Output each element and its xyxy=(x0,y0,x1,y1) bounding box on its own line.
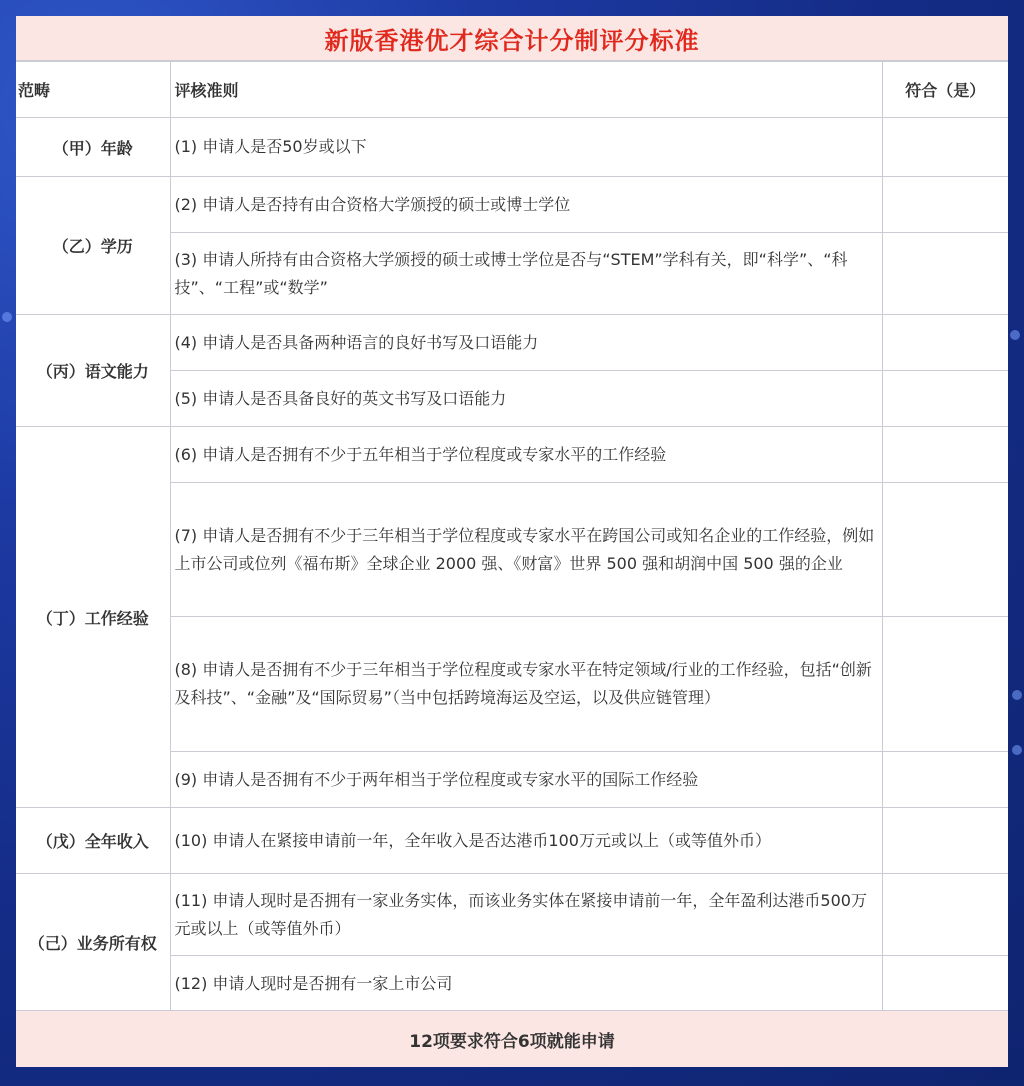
criterion-5: (5) 申请人是否具备良好的英文书写及口语能力 xyxy=(170,371,882,427)
table-row xyxy=(16,315,1008,371)
category-business-ownership: （己）业务所有权 xyxy=(16,874,170,1012)
category-work-experience: （丁）工作经验 xyxy=(16,427,170,808)
category-income: （戊）全年收入 xyxy=(16,808,170,874)
meets-cell xyxy=(882,808,1008,874)
criterion-10: (10) 申请人在紧接申请前一年，全年收入是否达港币100万元或以上（或等值外币） xyxy=(170,808,882,874)
decorative-dot xyxy=(2,312,12,322)
scoring-sheet xyxy=(16,16,1008,1066)
criterion-6: (6) 申请人是否拥有不少于五年相当于学位程度或专家水平的工作经验 xyxy=(170,427,882,483)
criteria-table xyxy=(16,61,1008,1012)
criterion-9: (9) 申请人是否拥有不少于两年相当于学位程度或专家水平的国际工作经验 xyxy=(170,752,882,808)
category-age: （甲）年龄 xyxy=(16,118,170,177)
meets-cell xyxy=(882,371,1008,427)
meets-cell xyxy=(882,483,1008,617)
criterion-12: (12) 申请人现时是否拥有一家上市公司 xyxy=(170,956,882,1012)
table-header-row xyxy=(16,62,1008,118)
table-row xyxy=(16,427,1008,483)
meets-cell xyxy=(882,177,1008,233)
decorative-dot xyxy=(1010,330,1020,340)
meets-cell xyxy=(882,617,1008,752)
criterion-8: (8) 申请人是否拥有不少于三年相当于学位程度或专家水平在特定领域/行业的工作经验，包括“创新及科技”、“金融”及“国际贸易”（当中包括跨境海运及空运，以及供应链管理） xyxy=(170,617,882,752)
table-row xyxy=(16,177,1008,233)
criterion-11: (11) 申请人现时是否拥有一家业务实体，而该业务实体在紧接申请前一年，全年盈利达港币500万元或以上（或等值外币） xyxy=(170,874,882,956)
footer-note: 12项要求符合6项就能申请 xyxy=(409,1031,615,1052)
criterion-7: (7) 申请人是否拥有不少于三年相当于学位程度或专家水平在跨国公司或知名企业的工作经验，例如上市公司或位列《福布斯》全球企业 2000 强、《财富》世界 500 强和胡润中国 500 强的企业 xyxy=(170,483,882,617)
table-row xyxy=(16,808,1008,874)
title-bar xyxy=(16,16,1008,61)
category-education: （乙）学历 xyxy=(16,177,170,315)
meets-cell xyxy=(882,956,1008,1012)
header-meets: 符合（是） xyxy=(882,62,1008,118)
meets-cell xyxy=(882,233,1008,315)
table-row xyxy=(16,874,1008,956)
table-row xyxy=(16,118,1008,177)
meets-cell xyxy=(882,315,1008,371)
criterion-4: (4) 申请人是否具备两种语言的良好书写及口语能力 xyxy=(170,315,882,371)
decorative-dot xyxy=(1012,745,1022,755)
header-category: 范畴 xyxy=(16,62,170,118)
page-title: 新版香港优才综合计分制评分标准 xyxy=(324,26,700,55)
header-criteria: 评核准则 xyxy=(170,62,882,118)
criterion-3: (3) 申请人所持有由合资格大学颁授的硕士或博士学位是否与“STEM”学科有关，即“科学”、“科技”、“工程”或“数学” xyxy=(170,233,882,315)
meets-cell xyxy=(882,874,1008,956)
footer-bar xyxy=(16,1010,1008,1067)
meets-cell xyxy=(882,118,1008,177)
category-language: （丙）语文能力 xyxy=(16,315,170,427)
meets-cell xyxy=(882,752,1008,808)
meets-cell xyxy=(882,427,1008,483)
decorative-dot xyxy=(1012,690,1022,700)
criterion-2: (2) 申请人是否持有由合资格大学颁授的硕士或博士学位 xyxy=(170,177,882,233)
criterion-1: (1) 申请人是否50岁或以下 xyxy=(170,118,882,177)
